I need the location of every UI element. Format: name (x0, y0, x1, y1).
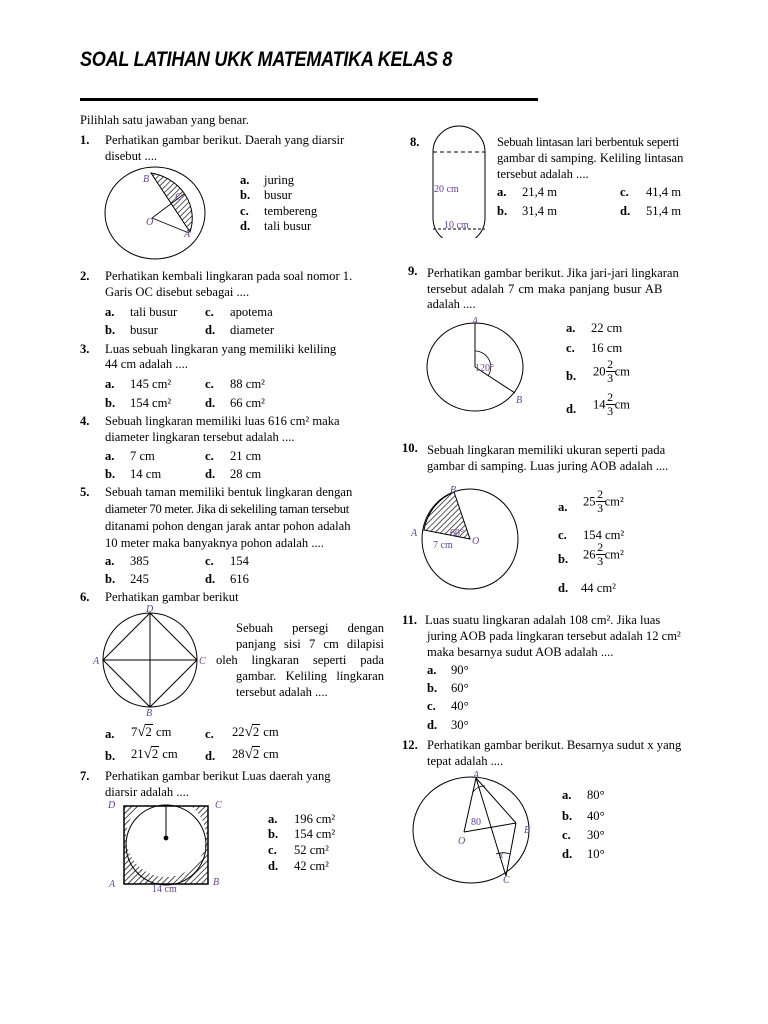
q7-opt-d-key: d. (268, 859, 279, 873)
q8-opt-d-key: d. (620, 204, 631, 218)
q11-opt-c: 40° (451, 699, 469, 713)
q6-side-1: Sebuah persegi dengan (236, 621, 384, 635)
q3-opt-a: 145 cm² (130, 377, 172, 391)
q10-opt-b-key: b. (558, 552, 569, 566)
q11-text-3: maka besarnya sudut AOB adalah .... (427, 645, 614, 659)
q6-side-4: gambar. Keliling lingkaran (236, 669, 384, 683)
q7-figure (100, 798, 230, 898)
q6-opt-a: 7√2 cm (131, 724, 172, 740)
q12-text-1: Perhatikan gambar berikut. Besarnya sudut x yang (427, 738, 682, 752)
q11-text-1: Luas suatu lingkaran adalah 108 cm². Jika luas (425, 613, 661, 627)
q10-opt-c: 154 cm² (583, 528, 625, 542)
q4-text-1: Sebuah lingkaran memiliki luas 616 cm² maka (105, 414, 340, 428)
instruction: Pilihlah satu jawaban yang benar. (80, 113, 249, 127)
q7-number: 7. (80, 769, 90, 783)
q7-label-b: B (213, 877, 220, 888)
q12-opt-a: 80° (587, 788, 605, 802)
q4-opt-c: 21 cm (230, 449, 262, 463)
q9-opt-b-key: b. (566, 369, 577, 383)
q3-opt-c-key: c. (205, 377, 214, 391)
q4-opt-d: 28 cm (230, 467, 262, 481)
q12-label-angle: 80 (471, 817, 481, 828)
q7-opt-a-key: a. (268, 812, 278, 826)
q7-opt-c-key: c. (268, 843, 277, 857)
q8-figure (424, 120, 496, 238)
q10-text-2: gambar di samping. Luas juring AOB adalah .... (427, 459, 669, 473)
q9-text-2: tersebut adalah 7 cm maka panjang busur AB (427, 282, 663, 296)
q1-label-o: O (146, 217, 154, 228)
q12-opt-b: 40° (587, 809, 605, 823)
q1-opt-c: tembereng (264, 204, 318, 218)
q7-label-side: 14 cm (152, 884, 177, 895)
q4-opt-b: 14 cm (130, 467, 162, 481)
q2-text-1: Perhatikan kembali lingkaran pada soal nomor 1. (105, 269, 353, 283)
q5-opt-a-key: a. (105, 554, 115, 568)
q8-text-2: gambar di samping. Keliling lintasan (497, 151, 684, 165)
q6-figure (92, 604, 214, 716)
title-underline (80, 98, 538, 101)
q7-label-c: C (215, 800, 222, 811)
q11-opt-d: 30° (451, 718, 469, 732)
q2-opt-d-key: d. (205, 323, 216, 337)
q10-opt-a-key: a. (558, 500, 568, 514)
q1-label-c: C (175, 192, 182, 203)
q3-opt-c: 88 cm² (230, 377, 265, 391)
q1-opt-d-key: d. (240, 219, 251, 233)
q2-opt-c: apotema (230, 305, 273, 319)
q5-opt-d-key: d. (205, 572, 216, 586)
q8-opt-c-key: c. (620, 185, 629, 199)
q12-label-c: C (503, 875, 510, 886)
q1-label-a: A (184, 229, 191, 240)
q3-text-1: Luas sebuah lingkaran yang memiliki keliling (105, 342, 337, 356)
q5-text-2: diameter 70 meter. Jika di sekeliling taman tersebut (105, 502, 349, 516)
q9-text-3: adalah .... (427, 297, 476, 311)
q8-text-3: tersebut adalah .... (497, 167, 589, 181)
q7-label-d: D (108, 800, 116, 811)
q10-label-a: A (411, 528, 418, 539)
q2-opt-b: busur (130, 323, 158, 337)
q6-number: 6. (80, 590, 90, 604)
q4-opt-a: 7 cm (130, 449, 155, 463)
q1-opt-b: busur (264, 188, 292, 202)
q11-opt-c-key: c. (427, 699, 436, 713)
q6-label-d: D (146, 604, 154, 615)
q12-text-2: tepat adalah .... (427, 754, 504, 768)
q8-opt-a-key: a. (497, 185, 507, 199)
q1-figure (100, 166, 220, 266)
q9-opt-a-key: a. (566, 321, 576, 335)
q12-label-o: O (458, 836, 466, 847)
q4-opt-a-key: a. (105, 449, 115, 463)
q6-label-b: B (146, 708, 153, 716)
q6-opt-c: 22√2 cm (232, 724, 279, 740)
q2-text-2: Garis OC disebut sebagai .... (105, 285, 250, 299)
q5-text-3: ditanami pohon dengan jarak antar pohon adalah (105, 519, 351, 533)
q2-number: 2. (80, 269, 90, 283)
q8-opt-b-key: b. (497, 204, 508, 218)
q9-opt-c-key: c. (566, 341, 575, 355)
q11-opt-d-key: d. (427, 718, 438, 732)
q9-number: 9. (408, 264, 418, 278)
q9-opt-c: 16 cm (591, 341, 623, 355)
q5-text-4: 10 meter maka banyaknya pohon adalah .... (105, 536, 324, 550)
q7-text-2: diarsir adalah .... (105, 785, 189, 799)
q12-label-x: x (499, 850, 504, 861)
q5-opt-b-key: b. (105, 572, 116, 586)
q1-opt-d: tali busur (264, 219, 312, 233)
q3-opt-d: 66 cm² (230, 396, 265, 410)
q11-opt-b: 60° (451, 681, 469, 695)
q5-opt-a: 385 (130, 554, 149, 568)
q9-figure (420, 314, 550, 414)
q4-text-2: diameter lingkaran tersebut adalah .... (105, 430, 295, 444)
q1-label-b: B (143, 174, 150, 185)
q2-opt-a-key: a. (105, 305, 115, 319)
q1-number: 1. (80, 133, 90, 147)
q5-opt-c: 154 (230, 554, 249, 568)
q10-text-1: Sebuah lingkaran memiliki ukuran seperti pada (427, 443, 666, 457)
q5-opt-d: 616 (230, 572, 249, 586)
q3-opt-d-key: d. (205, 396, 216, 410)
q6-opt-d: 28√2 cm (232, 746, 279, 762)
q6-side-3: oleh lingkaran seperti pada (216, 653, 384, 667)
q2-opt-d: diameter (230, 323, 275, 337)
q8-opt-d: 51,4 m (646, 204, 681, 218)
q10-label-angle: 60° (450, 528, 464, 539)
q9-label-angle: 120° (475, 363, 494, 374)
q7-opt-d: 42 cm² (294, 859, 329, 873)
q6-opt-b: 21√2 cm (131, 746, 178, 762)
q12-opt-c-key: c. (562, 828, 571, 842)
q1-opt-a-key: a. (240, 173, 250, 187)
q9-opt-b: 20 $\frac{2}{3}$ cm (593, 357, 630, 385)
q7-opt-a: 196 cm² (294, 812, 336, 826)
q6-opt-c-key: c. (205, 727, 214, 741)
q5-number: 5. (80, 485, 90, 499)
q10-opt-b: 26 $\frac{2}{3}$ cm² (583, 540, 624, 568)
q9-opt-d-key: d. (566, 402, 577, 416)
q9-opt-d: 14 $\frac{2}{3}$ cm (593, 390, 630, 418)
q9-label-b: B (516, 395, 523, 406)
q8-text-1: Sebuah lintasan lari berbentuk seperti (497, 135, 679, 149)
q4-opt-b-key: b. (105, 467, 116, 481)
q7-opt-b: 154 cm² (294, 827, 336, 841)
q1-text-1: Perhatikan gambar berikut. Daerah yang diarsir (105, 133, 345, 147)
q10-label-o: O (472, 536, 480, 547)
q8-opt-b: 31,4 m (522, 204, 557, 218)
q9-text-1: Perhatikan gambar berikut. Jika jari-jari lingkaran (427, 266, 679, 280)
q3-opt-b: 154 cm² (130, 396, 172, 410)
q3-opt-a-key: a. (105, 377, 115, 391)
q1-opt-b-key: b. (240, 188, 251, 202)
q12-opt-b-key: b. (562, 809, 573, 823)
q1-opt-c-key: c. (240, 204, 249, 218)
q10-figure (406, 482, 526, 594)
q10-opt-c-key: c. (558, 528, 567, 542)
q11-opt-b-key: b. (427, 681, 438, 695)
q8-label-height: 20 cm (434, 184, 459, 195)
page-title: SOAL LATIHAN UKK MATEMATIKA KELAS 8 (80, 48, 453, 71)
q8-number: 8. (410, 135, 420, 149)
q8-opt-c: 41,4 m (646, 185, 681, 199)
q11-opt-a-key: a. (427, 663, 437, 677)
q2-opt-a: tali busur (130, 305, 178, 319)
q12-label-b: B (524, 825, 531, 836)
q10-label-b: B (450, 485, 457, 496)
q5-text-1: Sebuah taman memiliki bentuk lingkaran dengan (105, 485, 353, 499)
q10-opt-a: 25 $\frac{2}{3}$ cm² (583, 487, 624, 515)
q1-text-2: disebut .... (105, 149, 158, 163)
q6-opt-b-key: b. (105, 749, 116, 763)
q11-text-2: juring AOB pada lingkaran tersebut adalah 12 cm² (427, 629, 681, 643)
q6-opt-d-key: d. (205, 749, 216, 763)
q5-opt-c-key: c. (205, 554, 214, 568)
q7-opt-b-key: b. (268, 827, 279, 841)
q5-opt-b: 245 (130, 572, 149, 586)
q7-opt-c: 52 cm² (294, 843, 329, 857)
q3-text-2: 44 cm adalah .... (105, 357, 188, 371)
q12-figure (406, 768, 546, 888)
q1-opt-a: juring (264, 173, 295, 187)
q10-label-radius: 7 cm (433, 540, 453, 551)
q12-number: 12. (402, 738, 418, 752)
q12-opt-d: 10° (587, 847, 605, 861)
q2-opt-b-key: b. (105, 323, 116, 337)
q6-side-text (216, 620, 384, 700)
q3-number: 3. (80, 342, 90, 356)
q10-opt-d-key: d. (558, 581, 569, 595)
q11-number: 11. (402, 613, 418, 627)
q4-number: 4. (80, 414, 90, 428)
q8-opt-a: 21,4 m (522, 185, 557, 199)
q10-opt-d: 44 cm² (581, 581, 616, 595)
q10-number: 10. (402, 441, 418, 455)
q8-label-width: 10 cm (444, 220, 469, 231)
q7-label-a: A (109, 879, 116, 890)
q2-opt-c-key: c. (205, 305, 214, 319)
q6-label-a: A (93, 656, 100, 667)
q6-label-c: C (199, 656, 206, 667)
q4-opt-d-key: d. (205, 467, 216, 481)
q12-label-a: A (473, 770, 480, 781)
q6-side-2: panjang sisi 7 cm dilapisi (236, 637, 384, 651)
q7-text-1: Perhatikan gambar berikut Luas daerah yang (105, 769, 331, 783)
q9-opt-a: 22 cm (591, 321, 623, 335)
q11-opt-a: 90° (451, 663, 469, 677)
q6-side-5: tersebut adalah .... (236, 685, 328, 699)
q6-opt-a-key: a. (105, 727, 115, 741)
q12-opt-a-key: a. (562, 788, 572, 802)
q3-opt-b-key: b. (105, 396, 116, 410)
q12-opt-d-key: d. (562, 847, 573, 861)
q12-opt-c: 30° (587, 828, 605, 842)
q9-label-a: A (472, 316, 479, 327)
q4-opt-c-key: c. (205, 449, 214, 463)
q6-text-1: Perhatikan gambar berikut (105, 590, 239, 604)
